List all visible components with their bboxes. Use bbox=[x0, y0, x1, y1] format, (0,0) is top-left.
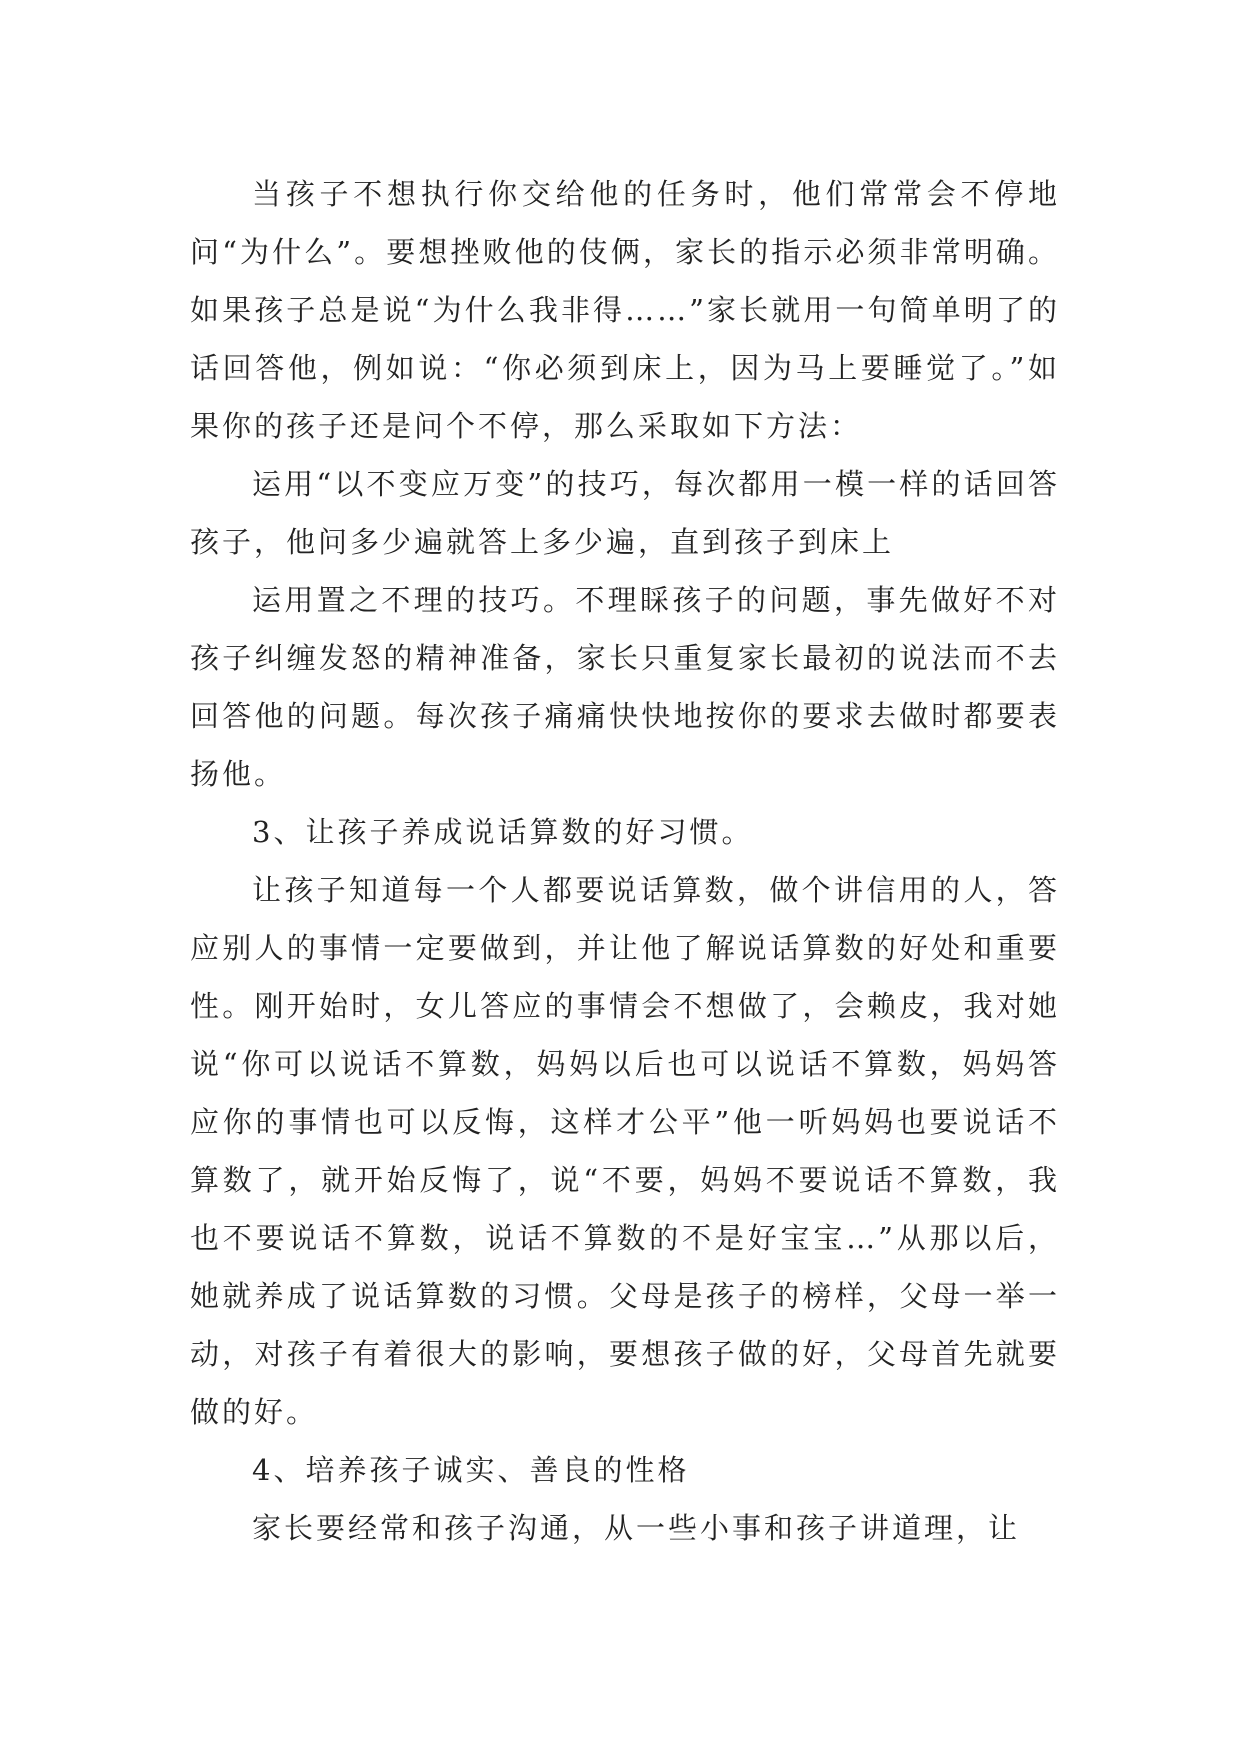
paragraph-why-questions: 当孩子不想执行你交给他的任务时，他们常常会不停地问“为什么”。要想挫败他的伎俩，家长的指示必须非常明确。如果孩子总是说“为什么我非得……”家长就用一句简单明了的话回答他，例如说：“你必须到床上，因为马上要睡觉了。”如果你的孩子还是问个不停，那么采取如下方法： bbox=[190, 177, 1060, 443]
document-body bbox=[190, 165, 1060, 1557]
paragraph-constant-answer-technique: 运用“以不变应万变”的技巧，每次都用一模一样的话回答孩子，他问多少遍就答上多少遍，直到孩子到床上 bbox=[190, 467, 1060, 559]
paragraph-keep-promises: 让孩子知道每一个人都要说话算数，做个讲信用的人，答应别人的事情一定要做到，并让他了解说话算数的好处和重要性。刚开始时，女儿答应的事情会不想做了，会赖皮，我对她说“你可以说话不算数，妈妈以后也可以说话不算数，妈妈答应你的事情也可以反悔，这样才公平”他一听妈妈也要说话不算数了，就开始反悔了，说“不要，妈妈不要说话不算数，我也不要说话不算数，说话不算数的不是好宝宝…”从那以后，她就养成了说话算数的习惯。父母是孩子的榜样，父母一举一动，对孩子有着很大的影响，要想孩子做的好，父母首先就要做的好。 bbox=[190, 873, 1060, 1429]
section-heading-keep-promises: 3、让孩子养成说话算数的好习惯。 bbox=[252, 815, 754, 849]
paragraph-communicate: 家长要经常和孩子沟通，从一些小事和孩子讲道理，让 bbox=[252, 1511, 1021, 1545]
section-heading-honesty-kindness: 4、培养孩子诚实、善良的性格 bbox=[252, 1453, 690, 1487]
paragraph-ignore-technique: 运用置之不理的技巧。不理睬孩子的问题，事先做好不对孩子纠缠发怒的精神准备，家长只重复家长最初的说法而不去回答他的问题。每次孩子痛痛快快地按你的要求去做时都要表扬他。 bbox=[190, 583, 1060, 791]
